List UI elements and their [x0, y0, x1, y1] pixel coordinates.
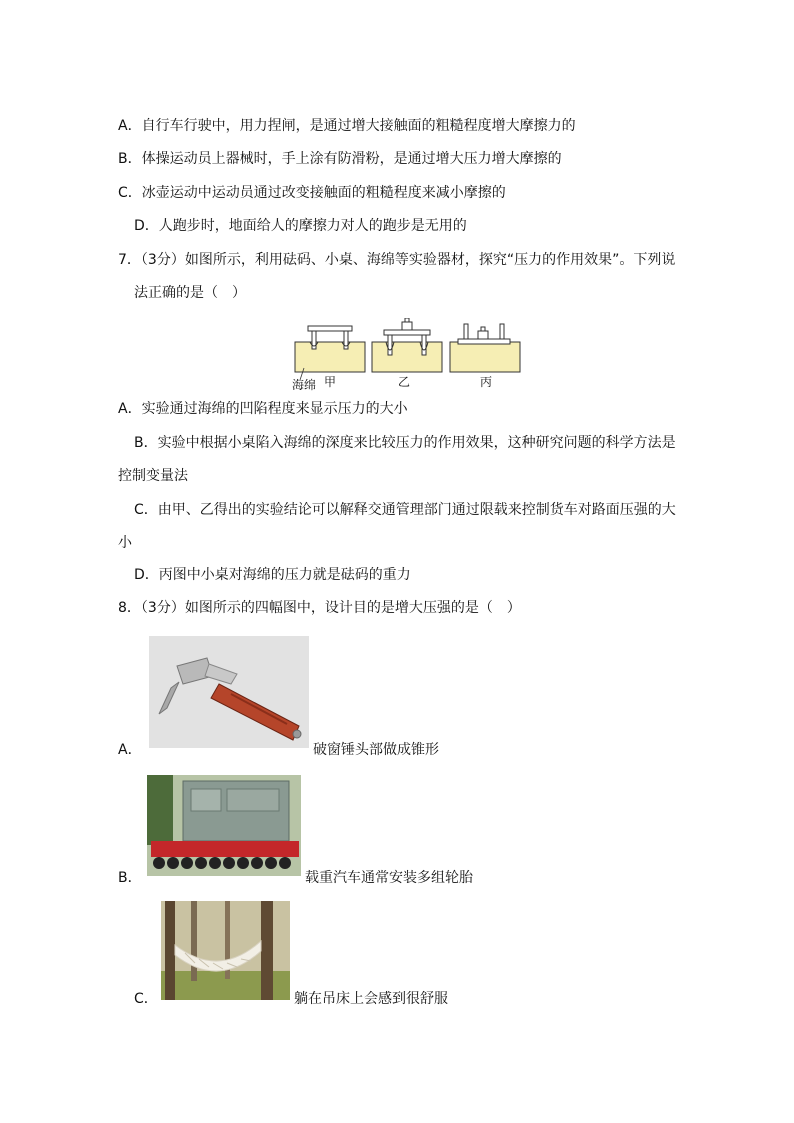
label-bing: 丙: [480, 375, 493, 389]
q7-stem-line1: 7．（3分）如图所示，利用砝码、小桌、海绵等实验器材，探究“压力的作用效果”。下列说: [118, 252, 676, 268]
hammock-icon: [161, 901, 290, 1000]
hammer-icon: [149, 636, 309, 748]
q7-option-a: A．实验通过海绵的凹陷程度来显示压力的大小: [118, 401, 408, 417]
q7-option-b-line2: 控制变量法: [118, 468, 188, 484]
q6-option-b: B．体操运动员上器械时，手上涂有防滑粉，是通过增大压力增大摩擦的: [118, 151, 562, 167]
label-jia: 甲: [324, 375, 337, 389]
q8-option-c-letter: C．: [134, 991, 158, 1007]
q8-option-c-text: 躺在吊床上会感到很舒服: [294, 991, 448, 1007]
figure-yi: [372, 318, 442, 372]
q6-option-a: A．自行车行驶中，用力捏闸，是通过增大接触面的粗糙程度增大摩擦力的: [118, 118, 576, 134]
hammer-photo: [149, 636, 309, 748]
figure-bing: [450, 324, 520, 372]
label-sponge: 海绵: [292, 378, 317, 392]
hammock-photo: [161, 901, 290, 1000]
truck-photo: [147, 775, 301, 876]
q8-option-b-text: 载重汽车通常安装多组轮胎: [305, 870, 473, 886]
q7-option-d: D．丙图中小桌对海绵的压力就是砝码的重力: [134, 567, 411, 583]
q6-option-c: C．冰壶运动中运动员通过改变接触面的粗糙程度来减小摩擦的: [118, 185, 506, 201]
q8-option-a-text: 破窗锤头部做成锥形: [313, 742, 439, 758]
q7-option-c-line1: C．由甲、乙得出的实验结论可以解释交通管理部门通过限载来控制货车对路面压强的大: [134, 502, 676, 518]
q8-stem: 8．（3分）如图所示的四幅图中，设计目的是增大压强的是（ ）: [118, 600, 521, 616]
q8-option-b-letter: B．: [118, 870, 142, 886]
q6-option-d: D．人跑步时，地面给人的摩擦力对人的跑步是无用的: [134, 218, 467, 234]
figure-jia: [295, 326, 365, 372]
q8-option-a-letter: A．: [118, 742, 142, 758]
q7-stem-line2: 法正确的是（ ）: [134, 285, 246, 301]
truck-icon: [147, 775, 301, 876]
q7-option-c-line2: 小: [118, 535, 132, 551]
label-yi: 乙: [398, 375, 411, 389]
pressure-experiment-figure: [290, 318, 526, 394]
q7-option-b-line1: B．实验中根据小桌陷入海绵的深度来比较压力的作用效果，这种研究问题的科学方法是: [134, 435, 676, 451]
